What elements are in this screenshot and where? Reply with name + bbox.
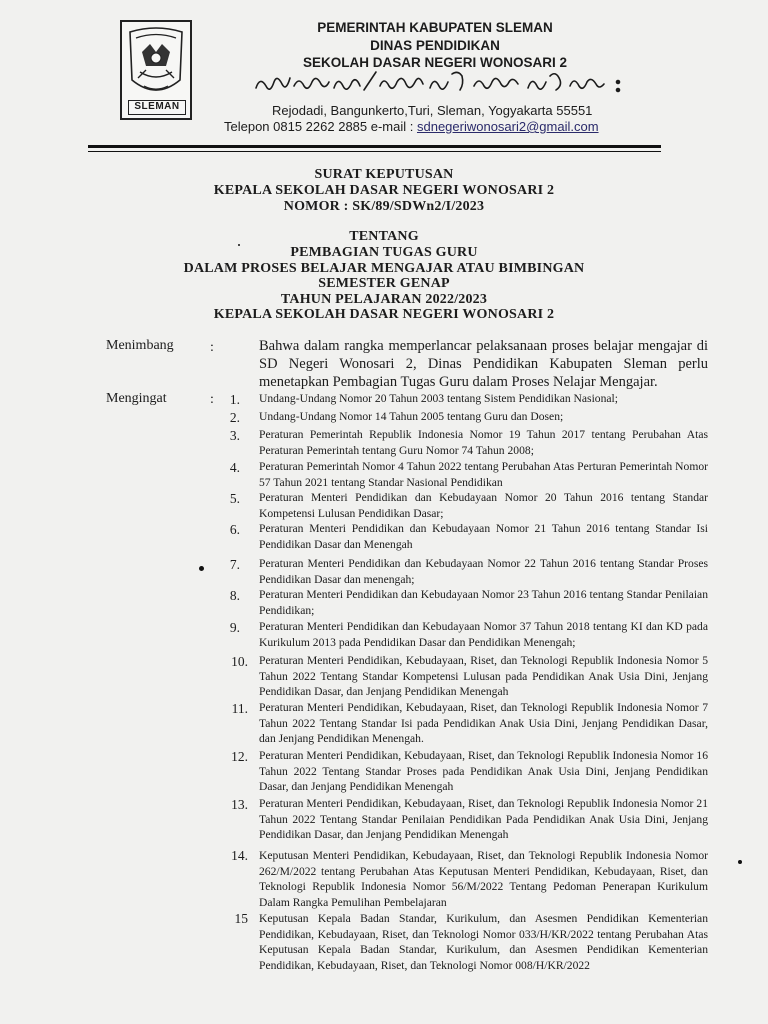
list-item-number: 6. — [229, 522, 240, 537]
department-name: DINAS PENDIDIKAN — [370, 38, 500, 53]
list-item: Undang-Undang Nomor 14 Tahun 2005 tentang Guru dan Dosen; — [259, 410, 564, 423]
list-item-number: 13. — [231, 797, 248, 812]
list-item-number: 1. — [229, 392, 240, 407]
javanese-script-logo — [252, 68, 632, 98]
letterhead-divider-thin — [88, 151, 661, 152]
decree-subject-5: KEPALA SEKOLAH DASAR NEGERI WONOSARI 2 — [213, 307, 555, 322]
decree-subject-2: DALAM PROSES BELAJAR MENGAJAR ATAU BIMBINGAN — [183, 261, 585, 276]
list-item: Undang-Undang Nomor 20 Tahun 2003 tentang Sistem Pendidikan Nasional; — [259, 392, 618, 405]
list-item: Peraturan Pemerintah Republik Indonesia Nomor 19 Tahun 2017 tentang Perubahan Atas Peraturan Pemerintah tentang Guru Nomor 74 Tahun 2008; — [259, 428, 708, 457]
sleman-crest-logo — [120, 20, 192, 120]
list-item-number: 2. — [229, 410, 240, 425]
email-link[interactable]: sdnegeriwonosari2@gmail.com — [416, 119, 599, 134]
phone-text: Telepon 0815 2262 2885 e-mail : — [224, 119, 417, 134]
list-item: Keputusan Menteri Pendidikan, Kebudayaan, Riset, dan Teknologi Republik Indonesia Nomor 262/M/2022 tentang Perubahan Atas Keputusan Menteri Pendidikan, Kebudayaan, Riset, dan Teknologi Republik Indonesia Nomor 56/M/2022 Tentang Pedoman Penerapan Kurikulum Dalam Rangka Pemulihan Pembelajaran — [259, 849, 708, 909]
mengingat-label: Mengingat — [106, 391, 167, 406]
list-item-number: 7. — [229, 557, 240, 572]
school-name: SEKOLAH DASAR NEGERI WONOSARI 2 — [302, 55, 568, 70]
list-item: Peraturan Menteri Pendidikan dan Kebudayaan Nomor 20 Tahun 2016 tentang Standar Kompetensi Lulusan Pendidikan Dasar; — [259, 491, 708, 520]
list-item-number: 3. — [229, 428, 240, 443]
scan-speck — [199, 566, 204, 571]
government-name: PEMERINTAH KABUPATEN SLEMAN — [317, 20, 553, 35]
contact-line — [224, 119, 599, 134]
logo-label: SLEMAN — [128, 100, 186, 115]
decree-issuer: KEPALA SEKOLAH DASAR NEGERI WONOSARI 2 — [213, 183, 555, 198]
menimbang-label: Menimbang — [106, 338, 174, 353]
decree-subject-1: PEMBAGIAN TUGAS GURU — [290, 245, 478, 260]
decree-subject-3: SEMESTER GENAP — [318, 276, 450, 291]
decree-title: SURAT KEPUTUSAN — [314, 167, 454, 182]
list-item: Peraturan Menteri Pendidikan, Kebudayaan, Riset, dan Teknologi Republik Indonesia Nomor 21 Tahun 2022 Tentang Standar Penilaian Pendidikan Pada Pendidikan Anak Usia Dini, Jenjang Pendidikan Dasar, dan Jenjang Pendidikan Menengah — [259, 797, 708, 842]
list-item: Peraturan Pemerintah Nomor 4 Tahun 2022 tentang Perubahan Atas Perturan Pemerintah Nomor 57 Tahun 2021 tentang Standar Nasional Pendidikan — [259, 460, 708, 489]
decree-about: TENTANG — [349, 229, 419, 244]
decree-subject-4: TAHUN PELAJARAN 2022/2023 — [280, 292, 488, 307]
list-item: Peraturan Menteri Pendidikan dan Kebudayaan Nomor 37 Tahun 2018 tentang KI dan KD pada Kurikulum 2013 pada Pendidikan Dasar dan Pendidikan Menengah; — [259, 620, 708, 649]
list-item-number: 15 — [234, 911, 248, 926]
list-item-number: 11. — [231, 701, 248, 716]
menimbang-colon: : — [210, 340, 214, 355]
letterhead-divider-thick — [88, 145, 661, 148]
list-item-number: 14. — [231, 848, 248, 863]
list-item: Peraturan Menteri Pendidikan dan Kebudayaan Nomor 22 Tahun 2016 tentang Standar Proses Pendidikan Dasar dan menengah; — [259, 557, 708, 586]
list-item: Peraturan Menteri Pendidikan, Kebudayaan, Riset, dan Teknologi Republik Indonesia Nomor 16 Tahun 2022 Tentang Standar Proses pada Pendidikan Anak Usia Dini, Jenjang Pendidikan Dasar, dan Jenjang Pendidikan Menengah — [259, 749, 708, 794]
list-item: Peraturan Menteri Pendidikan dan Kebudayaan Nomor 23 Tahun 2016 tentang Standar Penilaian Pendidikan; — [259, 588, 708, 617]
list-item: Keputusan Kepala Badan Standar, Kurikulum, dan Asesmen Pendidikan Kementerian Pendidikan, Kebudayaan, Riset, dan Teknologi Nomor 033/H/KR/2022 tentang Perubahan Atas Keputusan Kepala Badan Standar, Kurikulum, dan Asesmen Pendidikan Kementerian Pendidikan, Kebudayaan, Riset, dan Teknologi Nomor 008/H/KR/2022 — [259, 912, 708, 972]
list-item-number: 5. — [229, 491, 240, 506]
list-item: Peraturan Menteri Pendidikan dan Kebudayaan Nomor 21 Tahun 2016 tentang Standar Isi Pendidikan Dasar dan Menengah — [259, 522, 708, 551]
list-item-number: 10. — [231, 654, 248, 669]
list-item-number: 12. — [231, 749, 248, 764]
school-address: Rejodadi, Bangunkerto,Turi, Sleman, Yogyakarta 55551 — [272, 103, 593, 118]
menimbang-text: Bahwa dalam rangka memperlancar pelaksanaan proses belajar mengajar di SD Negeri Wonosari 2, Dinas Pendidikan Kabupaten Sleman perlu menetapkan Pembagian Tugas Guru dalam Proses Nelajar Mengajar. — [259, 338, 708, 390]
decree-number: NOMOR : SK/89/SDWn2/I/2023 — [283, 199, 485, 214]
list-item-number: 9. — [229, 620, 240, 635]
list-item: Peraturan Menteri Pendidikan, Kebudayaan, Riset, dan Teknologi Republik Indonesia Nomor 5 Tahun 2022 Tentang Standar Kompetensi Lulusan pada Pendidikan Anak Usia Dini, Jenjang Pendidikan Dasar, dan Jenjang Pendidikan Menengah — [259, 654, 708, 699]
scan-speck — [738, 860, 742, 864]
mengingat-colon: : — [210, 392, 214, 407]
scan-speck — [238, 244, 240, 246]
list-item-number: 4. — [229, 460, 240, 475]
list-item-number: 8. — [229, 588, 240, 603]
list-item: Peraturan Menteri Pendidikan, Kebudayaan, Riset, dan Teknologi Republik Indonesia Nomor 7 Tahun 2022 Tentang Standar Isi pada Pendidikan Anak Usia Dini, Jenjang Pendidikan Dasar, dan Jenjang Pendidikan Menengah. — [259, 701, 708, 746]
